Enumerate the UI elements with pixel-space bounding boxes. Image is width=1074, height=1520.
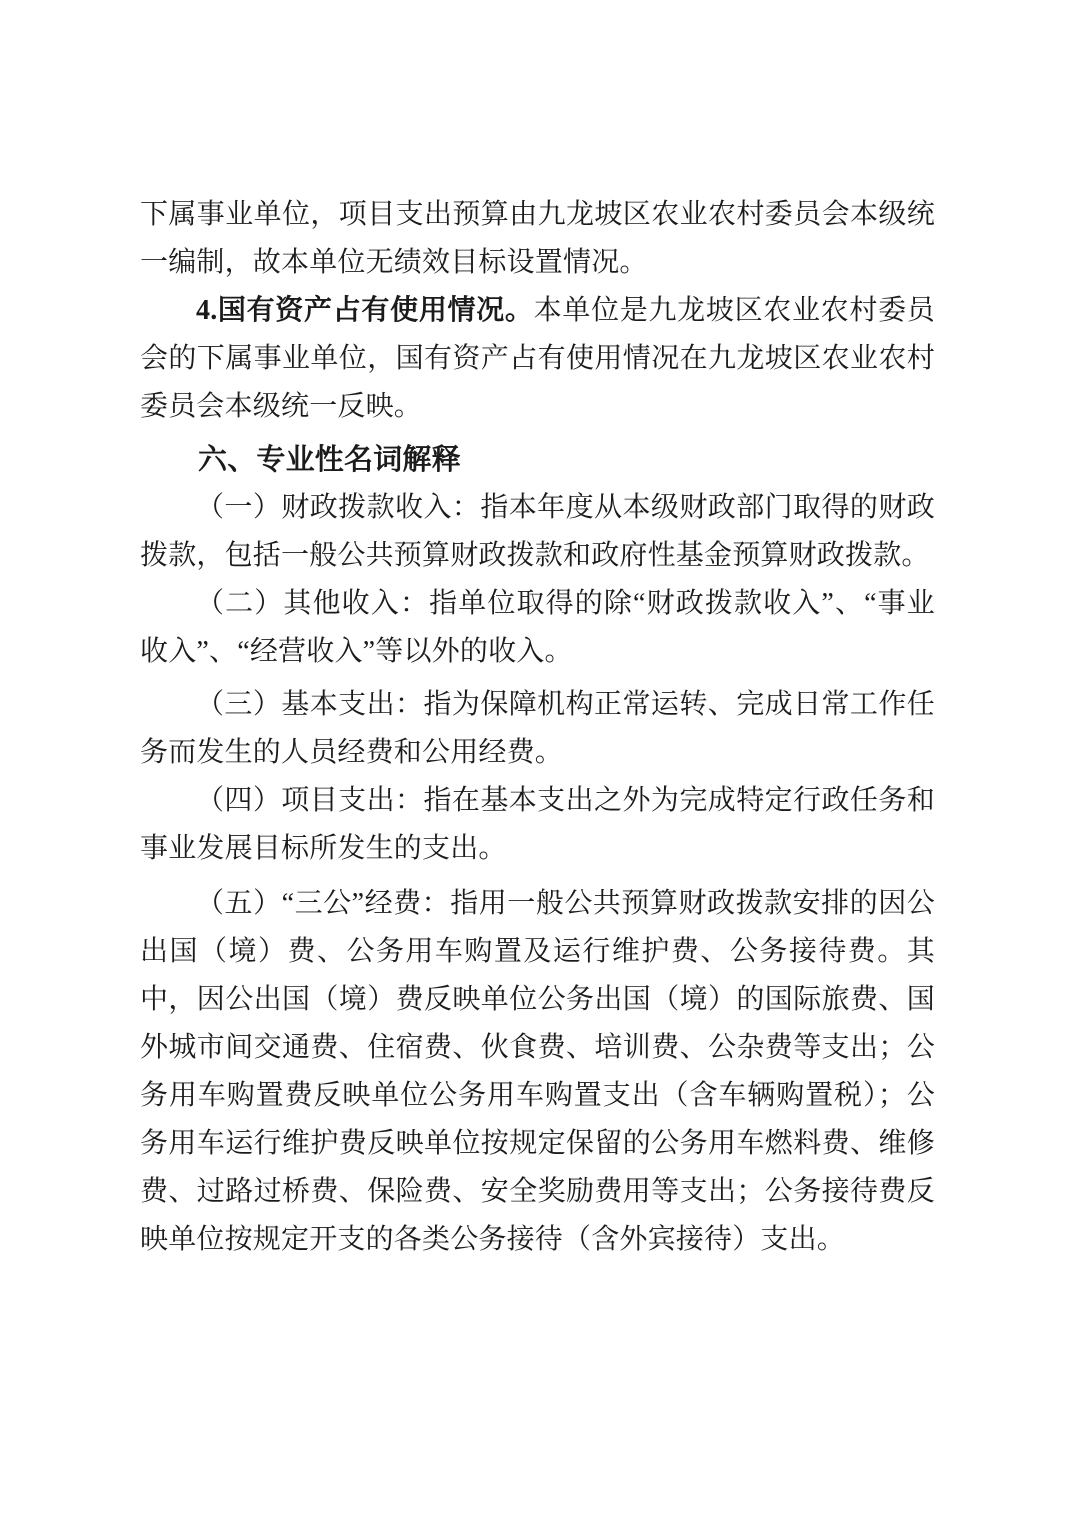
paragraph-term-project-expenditure: （四）项目支出：指在基本支出之外为完成特定行政任务和事业发展目标所发生的支出。 bbox=[140, 785, 935, 864]
paragraph-term-other-income: （二）其他收入：指单位取得的除“财政拨款收入”、“事业收入”、“经营收入”等以外的收入。 bbox=[140, 588, 935, 667]
paragraph-state-assets-body: 本单位是九龙坡区农业农村委员会的下属事业单位，国有资产占有使用情况在九龙坡区农业农村委员会本级统一反映。 bbox=[140, 295, 935, 422]
paragraph-state-assets-bold-lead: 4.国有资产占有使用情况。 bbox=[196, 295, 534, 326]
paragraph-performance-target-continuation: 下属事业单位，项目支出预算由九龙坡区农业农村委员会本级统一编制，故本单位无绩效目标设置情况。 bbox=[140, 199, 935, 278]
paragraph-term-three-public-funds: （五）“三公”经费：指用一般公共预算财政拨款安排的因公出国（境）费、公务用车购置及运行维护费、公务接待费。其中，因公出国（境）费反映单位公务出国（境）的国际旅费、国外城市间交通费、住宿费、伙食费、培训费、公杂费等支出；公务用车购置费反映单位公务用车购置支出（含车辆购置税）；公务用车运行维护费反映单位按规定保留的公务用车燃料费、维修费、过路过桥费、保险费、安全奖励费用等支出；公务接待费反映单位按规定开支的各类公务接待（含外宾接待）支出。 bbox=[140, 888, 935, 1255]
paragraph-term-fiscal-appropriation-income: （一）财政拨款收入：指本年度从本级财政部门取得的财政拨款，包括一般公共预算财政拨款和政府性基金预算财政拨款。 bbox=[140, 492, 935, 571]
paragraph-state-assets bbox=[140, 287, 935, 431]
paragraph-term-basic-expenditure: （三）基本支出：指为保障机构正常运转、完成日常工作任务而发生的人员经费和公用经费。 bbox=[140, 689, 935, 768]
document-content bbox=[140, 191, 935, 1264]
section-heading-terminology: 六、专业性名词解释 bbox=[198, 444, 461, 476]
